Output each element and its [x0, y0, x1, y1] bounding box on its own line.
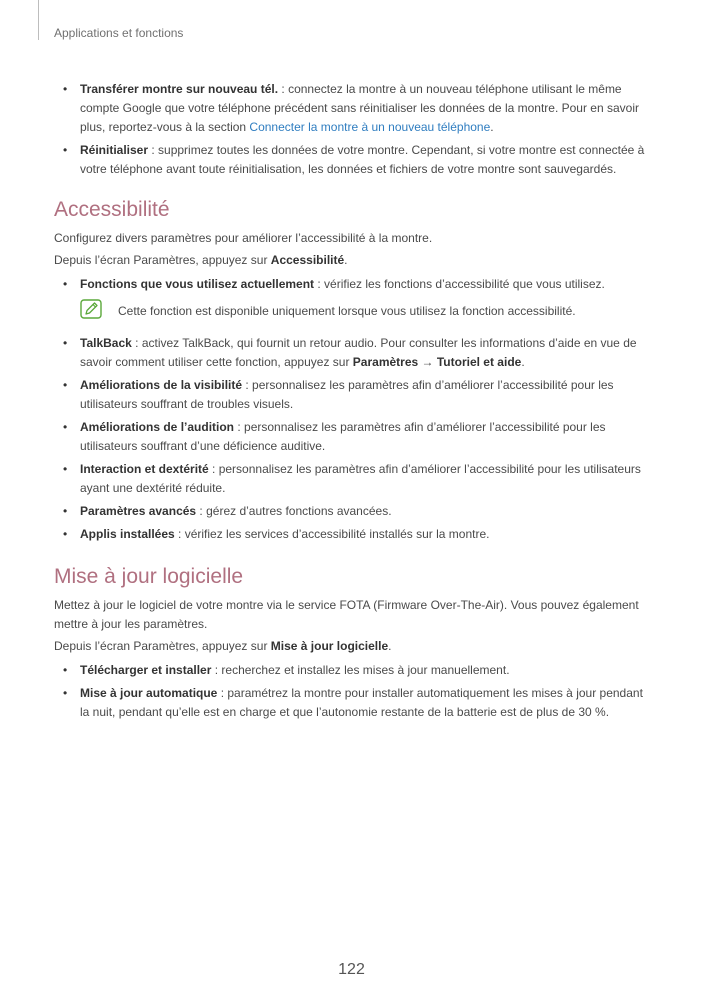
page-number: 122 — [338, 961, 365, 978]
description: : connectez la montre à un nouveau téléphone utilisant le même compte Google que votre téléphone précédent sans réinitialiser les données de la montre. Pour en savoir plus, reportez-vous à la section — [80, 82, 640, 134]
list-item-current-functions: • Fonctions que vous utilisez actuellement : vérifiez les fonctions d’accessibilité que vous utilisez. — [54, 275, 648, 294]
list-item-visibility: • Améliorations de la visibilité : personnalisez les paramètres afin d’améliorer l’accessibilité pour les utilisateurs souffrant de troubles visuels. — [54, 376, 648, 414]
accessibility-list-2 — [54, 334, 648, 544]
heading-software-update: Mise à jour logicielle — [54, 565, 244, 588]
list-item-advanced: • Paramètres avancés : gérez d’autres fonctions avancées. — [54, 502, 648, 521]
settings-list-top — [54, 80, 648, 179]
heading-accessibility: Accessibilité — [54, 198, 170, 221]
arrow-icon: → — [418, 355, 437, 369]
accessibility-intro: Configurez divers paramètres pour améliorer l’accessibilité à la montre. — [54, 231, 433, 245]
list-item-hearing: • Améliorations de l’audition : personnalisez les paramètres afin d’améliorer l’accessibilité pour les utilisateurs souffrant d’une déficience auditive. — [54, 418, 648, 456]
term: Transférer montre sur nouveau tél. — [80, 82, 279, 96]
page-content — [54, 80, 648, 726]
list-item-transfer-watch: • Transférer montre sur nouveau tél. : connectez la montre à un nouveau téléphone utilisant le même compte Google que votre téléphone précédent sans réinitialiser les données de la montre. Pour en savoir plus, reportez-vous à la section Connecter la montre à un nouveau téléphone. — [54, 80, 648, 137]
note-pencil-icon — [80, 299, 102, 319]
running-header: Applications et fonctions — [54, 26, 184, 40]
accessibility-path: Depuis l’écran Paramètres, appuyez sur Accessibilité. — [54, 253, 348, 267]
list-item-download-install: • Télécharger et installer : recherchez et installez les mises à jour manuellement. — [54, 661, 648, 680]
software-update-list — [54, 661, 648, 722]
list-item-installed-apps: • Applis installées : vérifiez les services d’accessibilité installés sur la montre. — [54, 525, 648, 544]
side-rule — [38, 0, 39, 40]
list-item-interaction: • Interaction et dextérité : personnalisez les paramètres afin d’améliorer l’accessibilité pour les utilisateurs ayant une dextérité réduite. — [54, 460, 648, 498]
term: Réinitialiser — [80, 143, 149, 157]
list-item-auto-update: • Mise à jour automatique : paramétrez la montre pour installer automatiquement les mises à jour pendant la nuit, pendant qu’elle est en charge et que l’autonomie restante de la batterie est de plus de 30 %. — [54, 684, 648, 722]
link-connect-new-phone[interactable]: Connecter la montre à un nouveau téléphone — [249, 120, 491, 134]
accessibility-list — [54, 275, 648, 294]
note-text: Cette fonction est disponible uniquement lorsque vous utilisez la fonction accessibilité. — [118, 304, 576, 318]
note — [54, 302, 648, 324]
list-item-talkback: • TalkBack : activez TalkBack, qui fournit un retour audio. Pour consulter les informations d’aide en vue de savoir comment utiliser cette fonction, appuyez sur Paramètres → Tutoriel et aide. — [54, 334, 648, 372]
description: : supprimez toutes les données de votre montre. Cependant, si votre montre est connectée à votre téléphone avant toute réinitialisation, les données et fichiers de votre montre sont sauvegardés. — [80, 143, 645, 176]
list-item-reset — [54, 141, 648, 179]
software-update-intro: Mettez à jour le logiciel de votre montre via le service FOTA (Firmware Over-The-Air). Vous pouvez également mettre à jour les paramètres. — [54, 598, 639, 631]
software-update-path: Depuis l’écran Paramètres, appuyez sur Mise à jour logicielle. — [54, 639, 392, 653]
